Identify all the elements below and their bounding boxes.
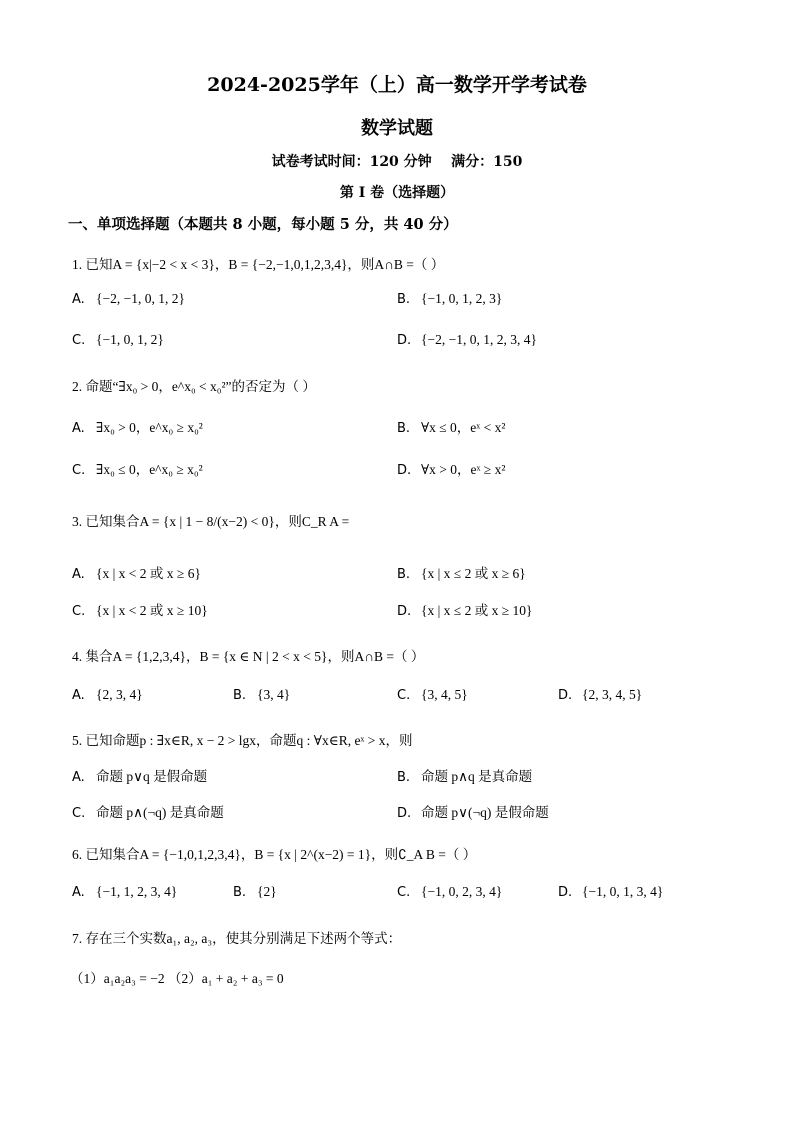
q3-option-a[interactable] (72, 562, 201, 582)
option-text: 命题 p∧q 是真命题 (421, 769, 533, 784)
option-text: 命题 p∧(¬q) 是真命题 (96, 805, 224, 820)
q2-option-a[interactable] (72, 416, 203, 436)
option-text: {−2, −1, 0, 1, 2} (96, 291, 185, 306)
q6-option-d[interactable] (558, 884, 663, 900)
option-text: {−1, 0, 1, 2, 3} (421, 291, 503, 306)
q1-option-c[interactable] (72, 332, 164, 348)
option-label: D. (558, 885, 573, 900)
option-label: C. (397, 885, 411, 900)
option-text: {x | x ≤ 2 或 x ≥ 10} (421, 603, 533, 618)
option-label: C. (72, 333, 86, 348)
question-1-stem: 1. 已知A = {x|−2 < x < 3}，B = {−2,−1,0,1,2,3,4}，则A∩B =（ ） (72, 257, 445, 272)
option-label: B. (233, 688, 247, 703)
option-text: {−1, 0, 1, 2} (96, 332, 164, 347)
question-7-stem: 7. 存在三个实数a₁, a₂, a₃，使其分别满足下述两个等式： (72, 931, 402, 946)
option-text: 命题 p∨(¬q) 是假命题 (421, 805, 549, 820)
q6-option-c[interactable] (397, 884, 502, 900)
question-3-stem: 3. 已知集合A = {x | 1 − 8/(x−2) < 0}，则C_R A = (72, 514, 350, 529)
q2-option-d[interactable] (397, 458, 505, 478)
option-text: ∃x₀ > 0，e^x₀ ≥ x₀² (96, 420, 203, 435)
part-heading: 第 I 卷（选择题） (339, 185, 455, 201)
option-text: ∃x₀ ≤ 0，e^x₀ ≥ x₀² (96, 462, 203, 477)
option-label: B. (233, 885, 247, 900)
option-label: B. (397, 770, 411, 785)
option-text: {−1, 0, 2, 3, 4} (421, 884, 503, 899)
section-heading: 一、单项选择题（本题共 8 小题，每小题 5 分，共 40 分） (68, 216, 458, 233)
option-text: {x | x ≤ 2 或 x ≥ 6} (421, 566, 526, 581)
option-label: C. (72, 463, 86, 478)
exam-subtitle: 数学试题 (361, 118, 433, 139)
q4-option-b[interactable] (233, 687, 290, 703)
question-6-stem: 6. 已知集合A = {−1,0,1,2,3,4}，B = {x | 2^(x−2) = 1}，则∁_A B =（ ） (72, 847, 477, 862)
option-label: A. (72, 688, 85, 703)
q4-option-c[interactable] (397, 687, 468, 703)
question-5-stem: 5. 已知命题p : ∃x∈R, x − 2 > lgx，命题q : ∀x∈R, eˣ > x，则 (72, 733, 413, 748)
option-text: {−2, −1, 0, 1, 2, 3, 4} (421, 332, 537, 347)
q5-option-c[interactable] (72, 801, 224, 821)
q4-option-d[interactable] (558, 687, 642, 703)
q6-option-b[interactable] (233, 884, 277, 900)
option-label: B. (397, 421, 411, 436)
question-7-conditions: （1）a₁a₂a₃ = −2 （2）a₁ + a₂ + a₃ = 0 (70, 971, 284, 986)
option-label: A. (72, 421, 85, 436)
option-label: A. (72, 292, 85, 307)
q6-option-a[interactable] (72, 884, 177, 900)
option-label: A. (72, 885, 85, 900)
exam-title: 2024-2025学年（上）高一数学开学考试卷 (207, 74, 587, 96)
option-text: {x | x < 2 或 x ≥ 6} (96, 566, 201, 581)
q5-option-b[interactable] (397, 765, 532, 785)
option-label: B. (397, 292, 411, 307)
option-text: {2, 3, 4} (96, 687, 143, 702)
option-label: A. (72, 567, 85, 582)
option-label: D. (558, 688, 573, 703)
q5-option-d[interactable] (397, 801, 549, 821)
q3-option-b[interactable] (397, 562, 526, 582)
q1-option-d[interactable] (397, 332, 537, 348)
option-text: {x | x < 2 或 x ≥ 10} (96, 603, 208, 618)
option-text: 命题 p∨q 是假命题 (96, 769, 208, 784)
q2-option-c[interactable] (72, 458, 203, 478)
option-label: A. (72, 770, 85, 785)
q5-option-a[interactable] (72, 765, 207, 785)
option-text: {2, 3, 4, 5} (582, 687, 643, 702)
q1-option-b[interactable] (397, 291, 502, 307)
option-label: D. (397, 604, 412, 619)
option-label: C. (72, 806, 86, 821)
question-4-stem: 4. 集合A = {1,2,3,4}，B = {x ∈ N | 2 < x < 5}，则A∩B =（ ） (72, 649, 425, 664)
option-label: C. (397, 688, 411, 703)
option-text: {−1, 1, 2, 3, 4} (96, 884, 178, 899)
option-text: {−1, 0, 1, 3, 4} (582, 884, 664, 899)
q1-option-a[interactable] (72, 291, 185, 307)
option-label: B. (397, 567, 411, 582)
option-text: ∀x ≤ 0，eˣ < x² (421, 420, 506, 435)
q3-option-d[interactable] (397, 599, 532, 619)
option-label: C. (72, 604, 86, 619)
option-label: D. (397, 463, 412, 478)
q2-option-b[interactable] (397, 416, 505, 436)
option-text: ∀x > 0，eˣ ≥ x² (421, 462, 506, 477)
q3-option-c[interactable] (72, 599, 208, 619)
option-label: D. (397, 806, 412, 821)
q4-option-a[interactable] (72, 687, 143, 703)
option-label: D. (397, 333, 412, 348)
option-text: {3, 4, 5} (421, 687, 468, 702)
option-text: {2} (257, 884, 277, 899)
question-2-stem: 2. 命题“∃x₀ > 0，e^x₀ < x₀²”的否定为（ ） (72, 379, 316, 394)
option-text: {3, 4} (257, 687, 291, 702)
exam-info: 试卷考试时间：120 分钟 满分：150 (271, 154, 523, 170)
